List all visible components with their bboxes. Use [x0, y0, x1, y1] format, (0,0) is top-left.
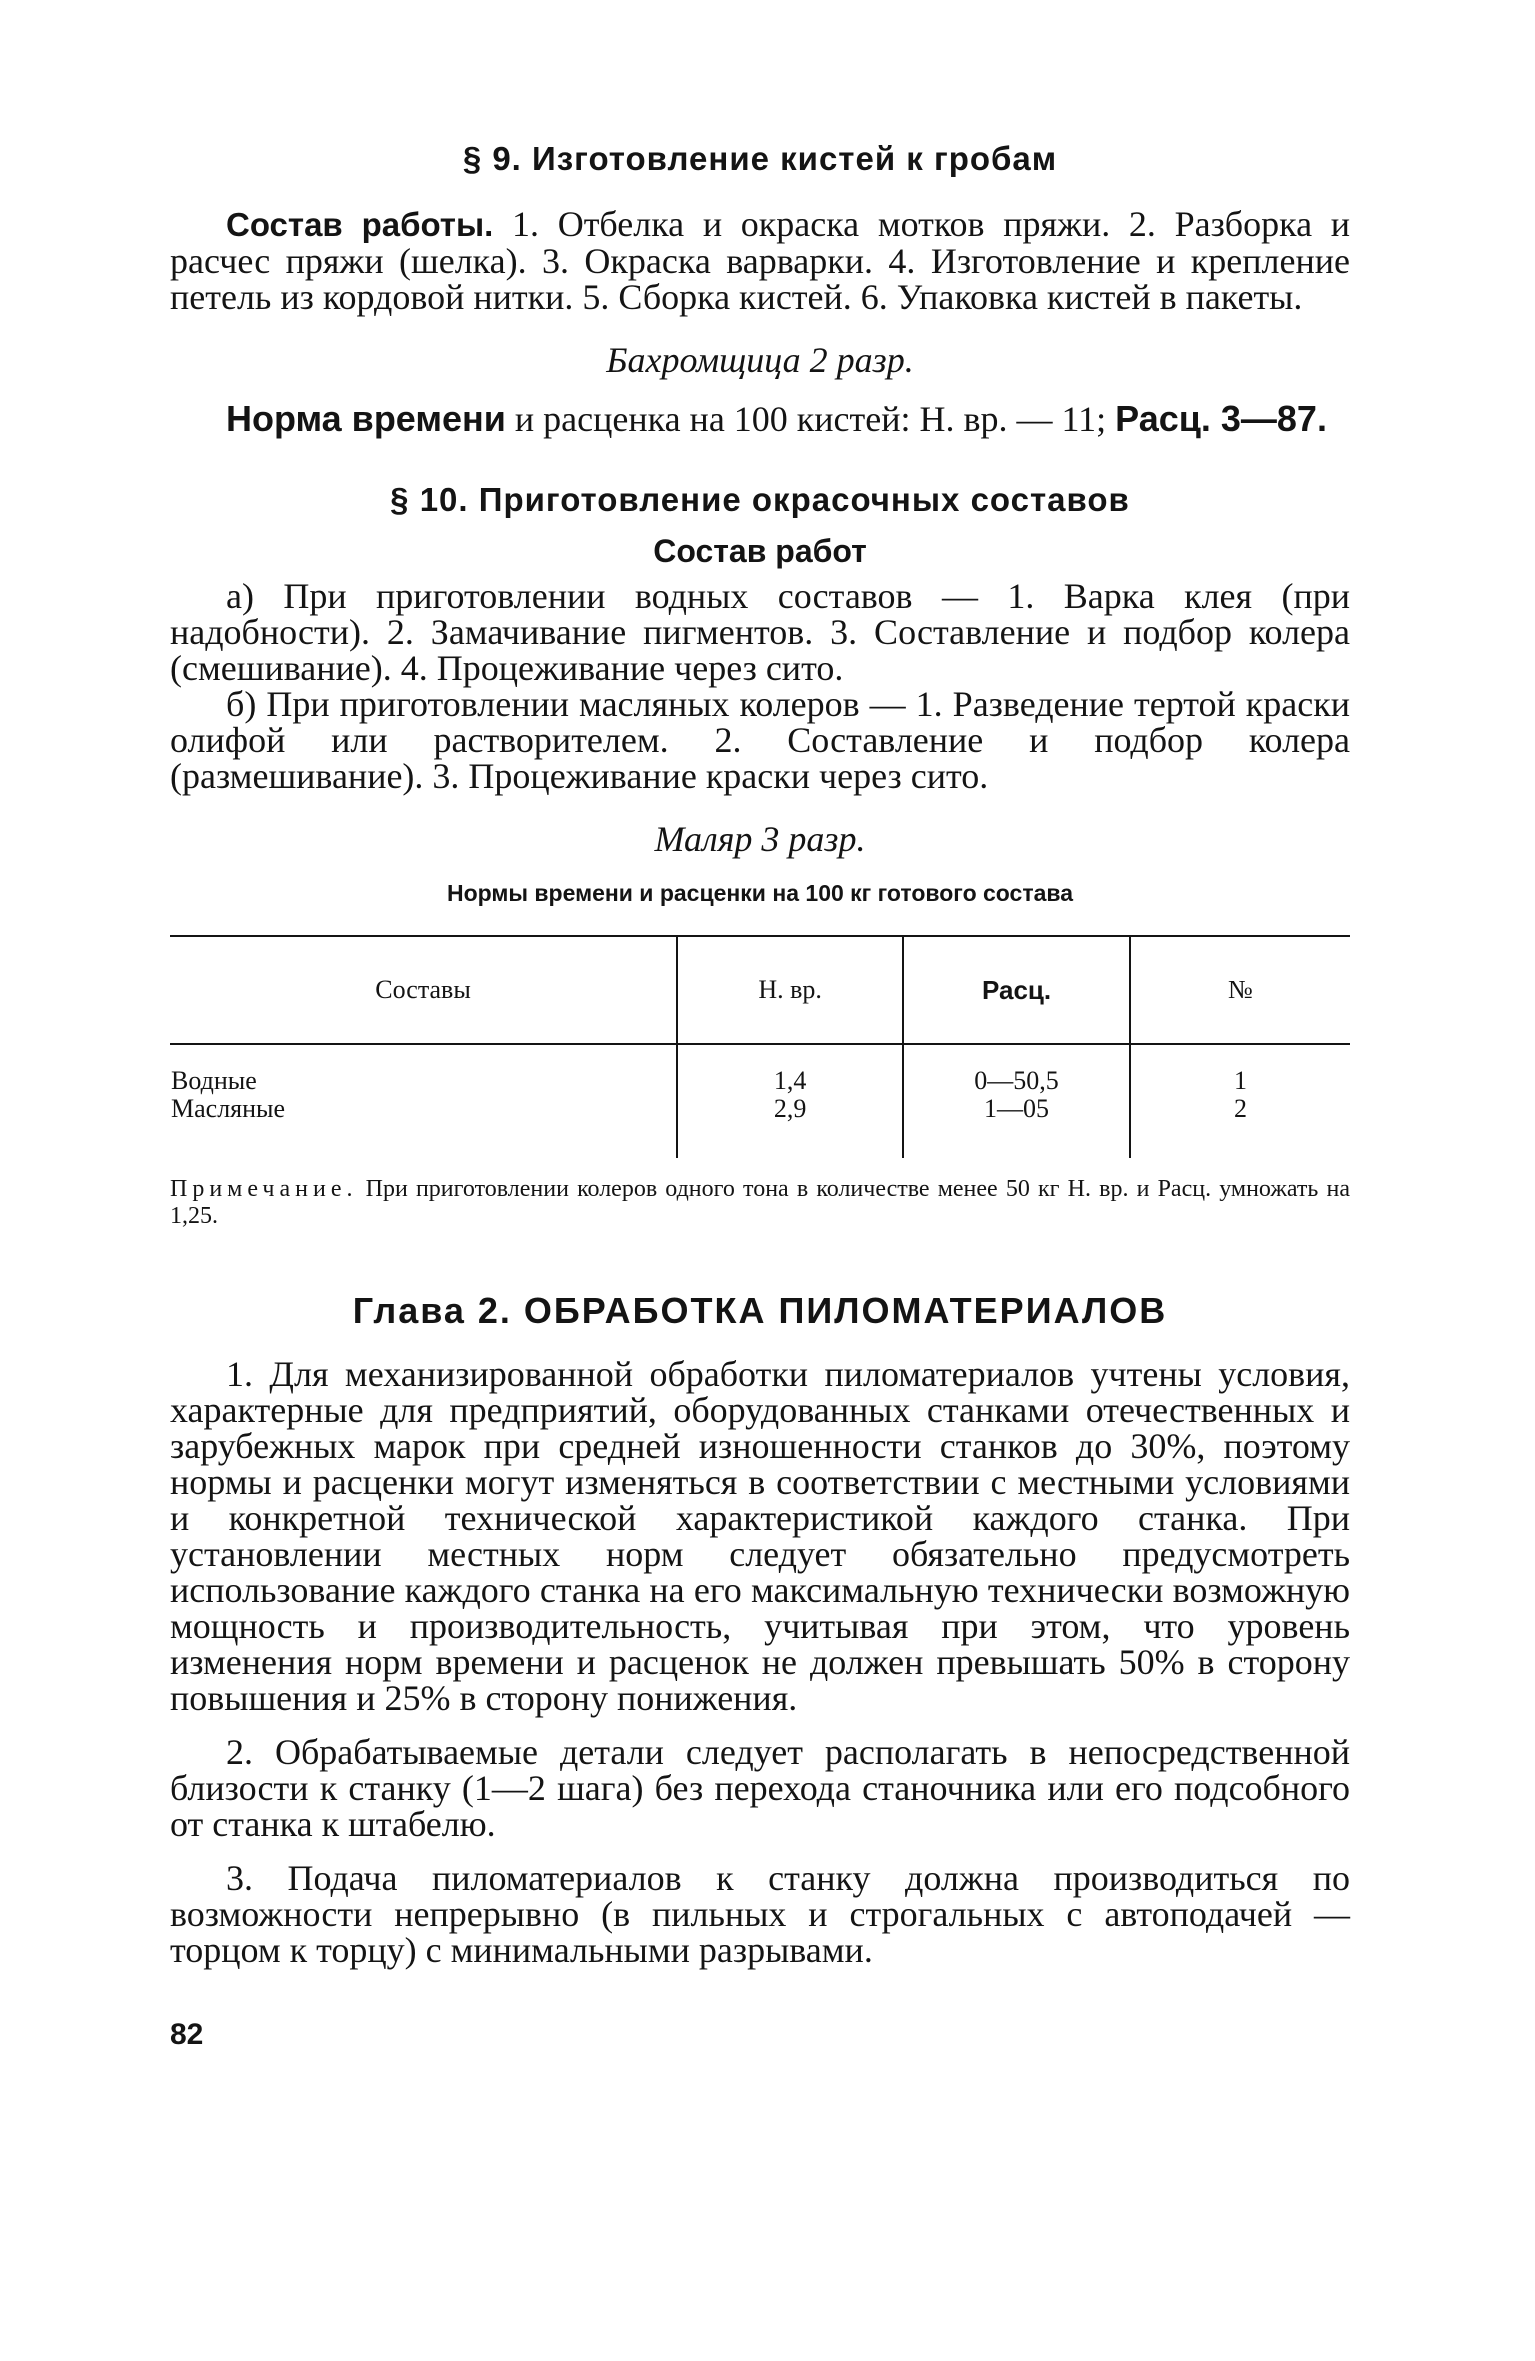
- page-number: 82: [170, 2018, 204, 2051]
- section-10-subtitle: Состав работ: [653, 533, 867, 569]
- norm-lead: Норма времени: [226, 398, 506, 439]
- cell-time-norm-water: 1,4: [773, 1066, 807, 1095]
- cell-rate-oil: 1—05: [984, 1094, 1050, 1123]
- document-page: [170, 140, 1350, 2052]
- header-time-norm: Н. вр.: [677, 936, 903, 1044]
- header-compositions: Составы: [170, 936, 677, 1044]
- composition-lead: Состав работы.: [226, 206, 494, 243]
- chapter-2-paragraph-2: 2. Обрабатываемые детали следует располагать в непосредственной близости к станку (1—2 шага) без перехода станочника или его подсобного от станка к штабелю.: [170, 1732, 1350, 1844]
- section-9-title: § 9. Изготовление кистей к гробам: [462, 140, 1058, 177]
- note-text: При приготовлении колеров одного тона в количестве менее 50 кг Н. вр. и Расц. умножать на 1,25.: [170, 1176, 1351, 1229]
- cell-numbers: [1130, 1044, 1350, 1158]
- chapter-2-paragraph-1: 1. Для механизированной обработки пиломатериалов учтены условия, характерные для предприятий, оборудованных станками отечественных и зарубежных марок при средней изношенности станков до 30%, поэтому нормы и расценки могут изменяться в соответствии с местными условиями и конкретной технической характеристикой каждого станка. При установлении местных норм следует обязательно предусмотреть использование каждого станка на его максимальную технически возможную мощность и производительность, учитывая при этом, что уровень изменения норм времени и расценок не должен превышать 50% в сторону повышения и 25% в сторону понижения.: [170, 1354, 1350, 1718]
- section-10-title: § 10. Приготовление окрасочных составов: [390, 481, 1130, 518]
- cell-time-norms: [677, 1044, 903, 1158]
- cell-number-oil: 2: [1233, 1094, 1247, 1123]
- table-note: [170, 1176, 1350, 1230]
- cell-time-norm-oil: 2,9: [773, 1094, 807, 1123]
- table-header-row: [170, 936, 1350, 1044]
- cell-rates: [903, 1044, 1130, 1158]
- section-10-worker: Маляр 3 разр.: [654, 819, 866, 859]
- section-10-item-a: а) При приготовлении водных составов — 1. Варка клея (при надобности). 2. Замачивание пигментов. 3. Составление и подбор колера (смешивание). 4. Процеживание через сито.: [170, 576, 1350, 688]
- table-row: [170, 1044, 1350, 1158]
- header-rate: Расц.: [903, 936, 1130, 1044]
- cell-rate-water: 0—50,5: [974, 1066, 1059, 1095]
- header-number: №: [1130, 936, 1350, 1044]
- cell-compositions: [170, 1044, 677, 1158]
- cell-composition-oil: Масляные: [171, 1094, 286, 1123]
- norm-rate: Расц. 3—87.: [1115, 398, 1327, 439]
- section-9-norm: [170, 398, 1350, 439]
- norms-table: [170, 935, 1350, 1158]
- chapter-2-title: Глава 2. ОБРАБОТКА ПИЛОМАТЕРИАЛОВ: [352, 1290, 1168, 1331]
- chapter-2-paragraph-3: 3. Подача пиломатериалов к станку должна производиться по возможности непрерывно (в пильных и строгальных с автоподачей — торцом к торцу) с минимальными разрывами.: [170, 1858, 1350, 1970]
- cell-composition-water: Водные: [171, 1066, 257, 1095]
- section-9-worker: Бахромщица 2 разр.: [606, 340, 914, 380]
- section-9-composition: [170, 206, 1350, 315]
- norm-text: и расценка на 100 кистей: Н. вр. — 11;: [514, 399, 1107, 439]
- cell-number-water: 1: [1233, 1066, 1247, 1095]
- note-lead: Примечание.: [170, 1176, 358, 1202]
- table-caption: Нормы времени и расценки на 100 кг готового состава: [446, 880, 1074, 906]
- section-10-item-b: б) При приготовлении масляных колеров — 1. Разведение тертой краски олифой или растворителем. 2. Составление и подбор колера (размешивание). 3. Процеживание краски через сито.: [170, 684, 1350, 796]
- composition-text: 1. Отбелка и окраска мотков пряжи. 2. Разборка и расчес пряжи (шелка). 3. Окраска варварки. 4. Изготовление и крепление петель из кордовой нитки. 5. Сборка кистей. 6. Упаковка кистей в пакеты.: [170, 204, 1351, 317]
